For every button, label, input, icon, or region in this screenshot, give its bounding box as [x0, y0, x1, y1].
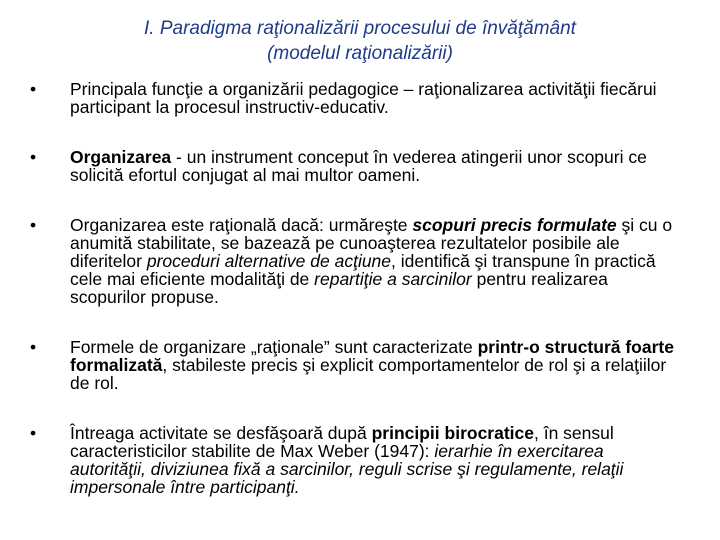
bullet-5-part-3: , în sensul caracteristicilor stabilite de Max Weber (1947):: [70, 423, 614, 461]
bullet-3-emphasis-3: repartiţie a sarcinilor: [314, 269, 472, 289]
bullet-text-2: [70, 148, 680, 184]
bullet-2-term: Organizarea: [70, 147, 172, 167]
bullet-text-3: [70, 216, 680, 306]
bullet-4-part-3: , stabileste precis şi explicit comportamentelor de rol şi a relaţiilor de rol.: [70, 355, 667, 393]
bullet-3-part-1: Organizarea este raţională dacă: urmăreşte: [70, 215, 413, 235]
bullet-3-part-3: şi cu o anumită stabilitate, se bazează pe cunoaşterea rezultatelor posibile ale diferitelor: [70, 215, 673, 271]
bullet-text-5: [70, 424, 680, 496]
slide-title: [0, 16, 720, 66]
bullet-5-emphasis: principii birocratice: [371, 423, 534, 443]
bullet-4-part-1: Formele de organizare „raţionale” sunt caracterizate: [70, 337, 478, 357]
bullet-item-1: [30, 80, 680, 116]
bullet-marker: •: [30, 423, 37, 443]
bullet-3-part-5: , identifică şi transpune în practică cele mai eficiente modalităţi de: [70, 251, 656, 289]
bullet-item-3: [30, 216, 680, 306]
bullet-item-4: [30, 338, 680, 392]
bullet-text-1: [70, 80, 680, 116]
bullet-marker: •: [30, 215, 37, 235]
slide-title-line-1: I. Paradigma raţionalizării procesului de învăţământ: [144, 18, 576, 39]
bullet-3-part-7: pentru realizarea scopurilor propuse.: [70, 269, 608, 307]
bullet-marker: •: [30, 337, 37, 357]
bullet-5-italic-list: ierarhie în exercitarea autorităţii, diviziunea fixă a sarcinilor, reguli scrise şi regulamente, relaţii impersonale între participanţi.: [70, 441, 624, 497]
bullet-marker: •: [30, 79, 37, 99]
slide-title-line-2: (modelul raţionalizării): [267, 43, 453, 64]
bullet-item-5: [30, 424, 680, 496]
bullet-text-4: [70, 338, 680, 392]
bullet-5-part-1: Întreaga activitate se desfăşoară după: [70, 423, 372, 443]
bullet-marker: •: [30, 147, 37, 167]
bullet-2-part-2: - un instrument conceput în vederea atingerii unor scopuri ce solicită efortul conjugat al mai multor oameni.: [70, 147, 647, 185]
bullet-3-emphasis-1: scopuri precis formulate: [412, 215, 617, 235]
bullet-3-emphasis-2: proceduri alternative de acţiune: [146, 251, 392, 271]
bullet-1-part-1: Principala funcţie a organizării pedagogice – raţionalizarea activităţii fiecărui participant la procesul instructiv-educativ.: [70, 79, 657, 117]
bullet-item-2: [30, 148, 680, 184]
bullet-4-emphasis: printr-o structură foarte formalizată: [70, 337, 674, 375]
bullet-list: [30, 80, 680, 496]
